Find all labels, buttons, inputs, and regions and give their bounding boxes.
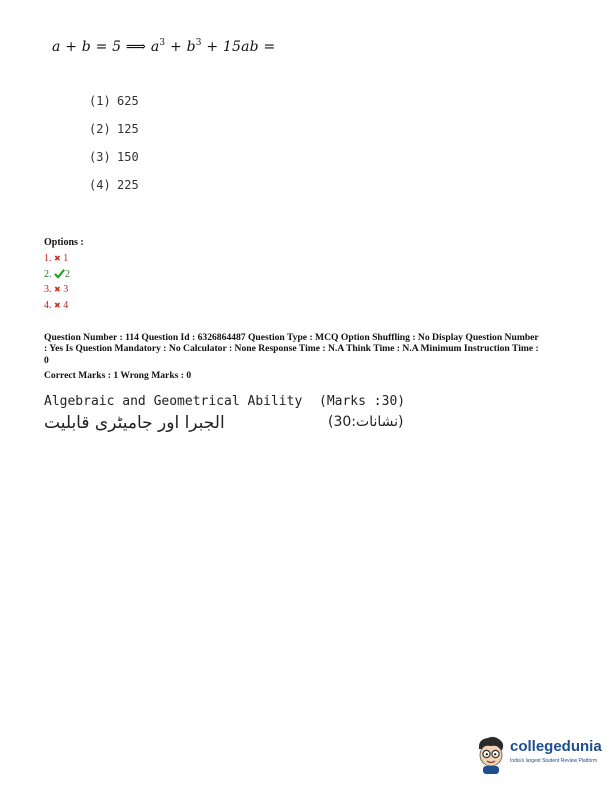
check-icon bbox=[54, 268, 65, 279]
answer-choices bbox=[89, 93, 139, 205]
cross-icon: ✖ bbox=[54, 285, 61, 294]
choice-number: (2) bbox=[89, 122, 111, 136]
cross-icon: ✖ bbox=[54, 300, 61, 310]
equation-suffix: + 15ab = bbox=[201, 39, 276, 55]
choice-number: (1) bbox=[89, 94, 111, 108]
section-title-english: Algebraic and Geometrical Ability bbox=[44, 394, 303, 409]
option-index: 2. bbox=[44, 268, 52, 280]
choice-item bbox=[89, 177, 139, 205]
logo-tagline: India's largest Student Review Platform bbox=[510, 758, 598, 764]
option-index: 3. bbox=[44, 284, 52, 295]
collegedunia-logo bbox=[474, 735, 604, 777]
choice-number: (3) bbox=[89, 150, 111, 164]
option-value: 3 bbox=[63, 284, 69, 295]
options-list bbox=[44, 251, 70, 313]
choice-value: 150 bbox=[117, 150, 139, 164]
marks-info: Correct Marks : 1 Wrong Marks : 0 bbox=[44, 370, 192, 381]
option-item bbox=[44, 298, 70, 314]
exponent-a: 3 bbox=[159, 38, 166, 48]
choice-value: 125 bbox=[117, 122, 139, 136]
choice-item bbox=[89, 149, 139, 177]
equation-mid: + b bbox=[165, 39, 196, 55]
mascot-icon bbox=[474, 735, 508, 775]
section-marks-urdu: (نشانات:30) bbox=[328, 414, 404, 430]
option-item bbox=[44, 251, 70, 267]
choice-value: 225 bbox=[117, 178, 139, 192]
exponent-b: 3 bbox=[195, 38, 202, 48]
section-marks-english: (Marks :30) bbox=[319, 394, 406, 409]
options-heading: Options : bbox=[44, 237, 84, 248]
section-title-urdu: الجبرا اور جامیٹری قابلیت bbox=[44, 413, 225, 433]
choice-value: 625 bbox=[117, 94, 139, 108]
cross-icon: ✖ bbox=[54, 254, 61, 263]
option-item bbox=[44, 267, 70, 283]
option-value: 1 bbox=[63, 253, 69, 264]
option-index: 4. bbox=[44, 299, 52, 311]
question-metadata: Question Number : 114 Question Id : 6326864487 Question Type : MCQ Option Shuffling : No Display Question Number : Yes Is Question Mandatory : No Calculator : None Response Time : N.A Think Time : N.A Minimum Instruction Time : 0 bbox=[44, 332, 539, 366]
choice-number: (4) bbox=[89, 178, 111, 192]
choice-item bbox=[89, 93, 139, 121]
choice-item bbox=[89, 121, 139, 149]
equation-prefix: a + b = 5 ⟹ a bbox=[52, 39, 160, 55]
option-item bbox=[44, 282, 70, 298]
logo-name: collegedunia bbox=[510, 738, 602, 755]
option-value: 2 bbox=[65, 268, 70, 280]
option-index: 1. bbox=[44, 253, 52, 264]
question-equation bbox=[52, 38, 275, 55]
option-value: 4 bbox=[63, 299, 69, 311]
